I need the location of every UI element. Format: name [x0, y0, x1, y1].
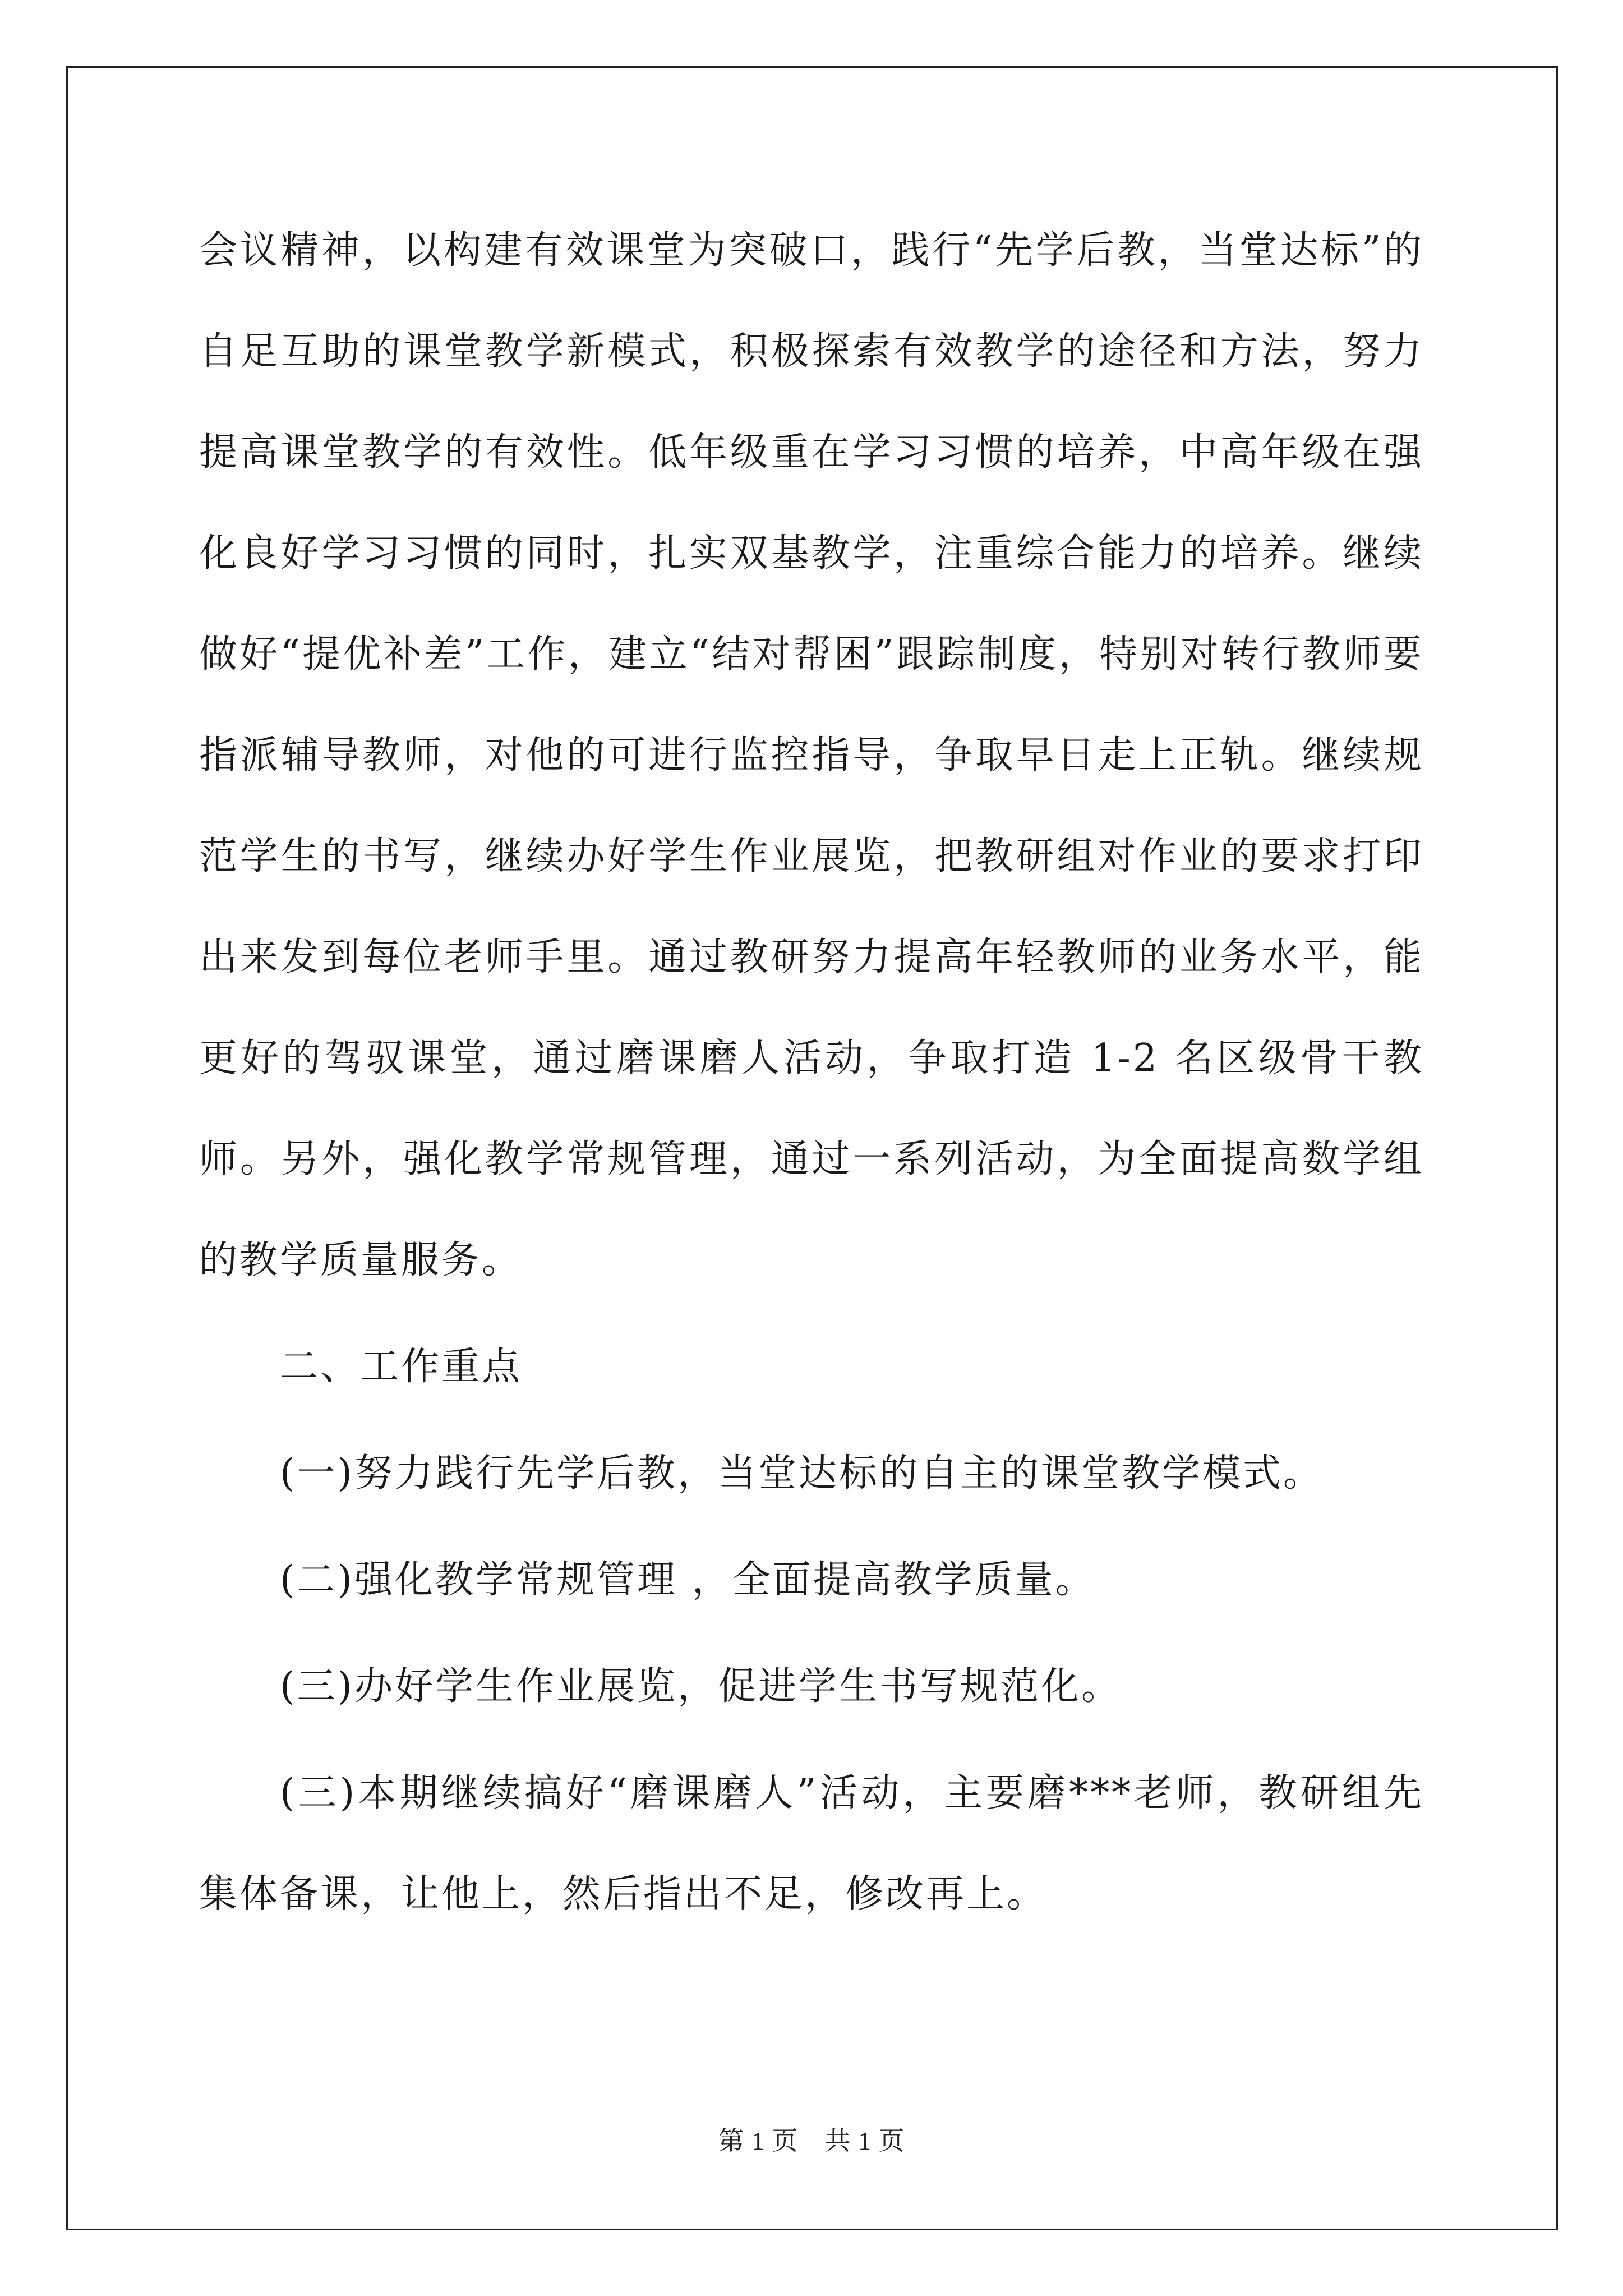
list-item: (三)本期继续搞好“磨课磨人”活动，主要磨***老师，教研组先集体备课，让他上，然后指出不足，修改再上。: [199, 1771, 1424, 1916]
body-paragraph: 会议精神，以构建有效课堂为突破口，践行“先学后教，当堂达标”的自足互助的课堂教学新模式，积极探索有效教学的途径和方法，努力提高课堂教学的有效性。低年级重在学习习惯的培养，中高年级在强化良好学习习惯的同时，扎实双基教学，注重综合能力的培养。继续做好“提优补差”工作，建立“结对帮困”跟踪制度，特别对转行教师要指派辅导教师，对他的可进行监控指导，争取早日走上正轨。继续规范学生的书写，继续办好学生作业展览，把教研组对作业的要求打印出来发到每位老师手里。通过教研努力提高年轻教师的业务水平，能更好的驾驭课堂，通过磨课磨人活动，争取打造 1-2 名区级骨干教师。另外，强化教学常规管理，通过一系列活动，为全面提高数学组的教学质量服务。: [199, 228, 1424, 1282]
section-heading: 二、工作重点: [280, 1345, 523, 1389]
document-body: [199, 200, 1424, 1945]
list-item: (一)努力践行先学后教，当堂达标的自主的课堂教学模式。: [280, 1451, 1324, 1496]
page-number-footer: 第 1 页 共 1 页: [718, 2127, 905, 2155]
list-item: (二)强化教学常规管理 ，全面提高教学质量。: [280, 1558, 1096, 1602]
list-item: (三)办好学生作业展览，促进学生书写规范化。: [280, 1664, 1122, 1709]
